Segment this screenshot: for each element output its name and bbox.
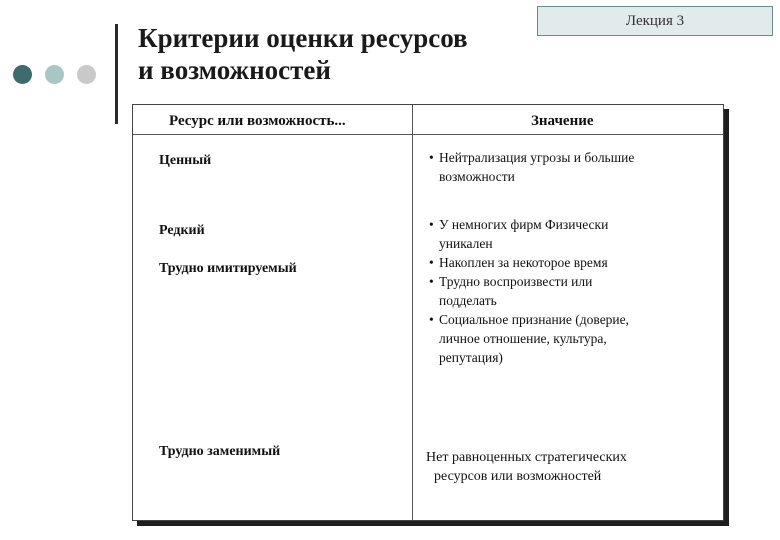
nonsubstitutable-value-line2: ресурсов или возможностей <box>434 469 602 484</box>
valuable-bullet-list <box>429 148 634 186</box>
bullet-item <box>429 272 629 310</box>
bullet-text-line: репутация) <box>439 350 503 365</box>
row-label-inimitable: Трудно имитируемый <box>159 261 297 276</box>
column-header-resource: Ресурс или возможность... <box>169 113 346 129</box>
bullet-text-line: личное отношение, культура, <box>439 331 607 346</box>
bullet-item <box>429 148 634 186</box>
bullet-text <box>439 272 592 310</box>
bullet-text-line: Трудно воспроизвести или <box>439 274 593 289</box>
bullet-text <box>439 310 629 367</box>
bullet-text <box>439 148 634 186</box>
nonsubstitutable-value-line1: Нет равноценных стратегических <box>426 450 627 465</box>
column-divider <box>412 105 413 520</box>
row-label-rare: Редкий <box>159 223 205 238</box>
bullet-text-line: Нейтрализация угрозы и большие <box>439 150 635 165</box>
bullet-mark: • <box>429 217 434 232</box>
decor-dot-light <box>45 65 64 84</box>
slide-title-line2: и возможностей <box>138 55 331 85</box>
title-divider <box>115 24 118 124</box>
bullet-mark: • <box>429 312 434 327</box>
bullet-mark: • <box>429 255 434 270</box>
slide-title-line1: Критерии оценки ресурсов <box>138 23 468 53</box>
bullet-text-line: возможности <box>439 169 515 184</box>
bullet-text-line: Накоплен за некоторое время <box>439 255 608 270</box>
bullet-text-line: подделать <box>439 293 497 308</box>
nonsubstitutable-value <box>426 448 627 486</box>
rare-bullet-list <box>429 215 629 367</box>
row-label-valuable: Ценный <box>159 153 212 168</box>
row-label-nonsubstitutable: Трудно заменимый <box>159 444 281 459</box>
bullet-item <box>429 310 629 367</box>
slide-title <box>138 22 468 86</box>
bullet-text-line: Социальное признание (доверие, <box>439 312 630 327</box>
bullet-mark: • <box>429 274 434 289</box>
bullet-text <box>439 215 608 253</box>
decor-dot-gray <box>77 65 96 84</box>
bullet-mark: • <box>429 150 434 165</box>
bullet-text-line: У немногих фирм Физически <box>439 217 609 232</box>
column-header-value: Значение <box>531 113 594 129</box>
bullet-item <box>429 253 629 272</box>
bullet-text <box>439 253 608 272</box>
criteria-table <box>132 104 724 521</box>
bullet-text-line: уникален <box>439 236 493 251</box>
decor-dot-dark <box>13 65 32 84</box>
table-body <box>132 104 724 521</box>
header-divider <box>133 134 723 135</box>
lecture-label: Лекция 3 <box>537 6 773 36</box>
bullet-item <box>429 215 629 253</box>
